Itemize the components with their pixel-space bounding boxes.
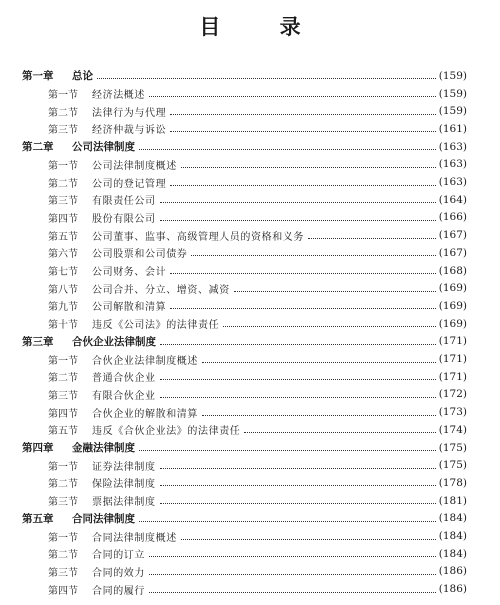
dot-leader [160,503,436,504]
page-number: (186) [438,583,467,596]
chapter-title: 总论 [72,70,93,83]
dot-leader [160,379,436,380]
toc-chapter-entry[interactable] [22,510,467,528]
dot-leader [170,273,436,274]
page-number: (181) [438,494,467,507]
dot-leader [170,131,436,132]
page-number: (168) [438,264,467,277]
dot-leader [97,78,436,79]
section-title: 法律行为与代理 [92,107,167,119]
dot-leader [160,220,436,221]
page-number: (174) [438,423,467,436]
dot-leader [160,485,436,486]
section-number: 第二节 [48,479,78,491]
dot-leader [139,521,436,522]
section-number: 第一节 [48,532,78,544]
section-number: 第十节 [48,320,78,332]
dot-leader [170,185,436,186]
toc-section-entry[interactable] [22,279,467,297]
toc-section-entry[interactable] [22,527,467,545]
section-title: 公司解散和清算 [92,302,167,314]
page-number: (171) [438,353,467,366]
toc-section-entry[interactable] [22,102,467,120]
section-title: 公司股票和公司债券 [92,249,188,261]
toc-section-entry[interactable] [22,226,467,244]
toc-section-entry[interactable] [22,563,467,581]
section-number: 第四节 [48,213,78,225]
section-number: 第二节 [48,550,78,562]
page-number: (178) [438,476,467,489]
toc-section-entry[interactable] [22,580,467,598]
page-number: (169) [438,282,467,295]
section-number: 第五节 [48,231,78,243]
section-number: 第一节 [48,160,78,172]
toc-section-entry[interactable] [22,492,467,510]
dot-leader [139,149,436,150]
section-title: 合同的效力 [92,567,145,579]
page-number: (163) [438,158,467,171]
section-number: 第三节 [48,196,78,208]
page-number: (161) [438,122,467,135]
dot-leader [181,539,436,540]
section-title: 有限合伙企业 [92,390,156,402]
page-number: (171) [438,335,467,348]
section-title: 票据法律制度 [92,497,156,509]
section-number: 第一节 [48,90,78,102]
section-number: 第五节 [48,426,78,438]
section-title: 股份有限公司 [92,213,156,225]
toc-chapter-entry[interactable] [22,333,467,351]
section-title: 公司的登记管理 [92,178,167,190]
section-title: 公司财务、会计 [92,267,167,279]
dot-leader [181,167,436,168]
dot-leader [149,96,436,97]
page-number: (159) [438,105,467,118]
toc-section-entry[interactable] [22,262,467,280]
toc-section-entry[interactable] [22,545,467,563]
section-title: 有限责任公司 [92,196,156,208]
toc-section-entry[interactable] [22,156,467,174]
section-title: 违反《合伙企业法》的法律责任 [92,426,241,438]
page-number: (172) [438,388,467,401]
page-number: (163) [438,140,467,153]
dot-leader [170,308,436,309]
section-title: 违反《公司法》的法律责任 [92,320,220,332]
toc-section-entry[interactable] [22,244,467,262]
page-number: (166) [438,211,467,224]
page-number: (184) [438,512,467,525]
section-number: 第三节 [48,125,78,137]
dot-leader [160,202,436,203]
section-number: 第三节 [48,497,78,509]
section-number: 第二节 [48,107,78,119]
section-number: 第六节 [48,249,78,261]
page-number: (173) [438,406,467,419]
section-title: 公司董事、监事、高级管理人员的资格和义务 [92,231,304,243]
chapter-title: 公司法律制度 [72,141,135,154]
page-number: (164) [438,193,467,206]
toc-section-entry[interactable] [22,297,467,315]
chapter-number: 第四章 [22,442,54,455]
dot-leader [308,238,436,239]
toc-section-entry[interactable] [22,85,467,103]
toc-chapter-entry[interactable] [22,67,467,85]
page-title: 目 录 [199,15,327,39]
page-number: (169) [438,299,467,312]
page-number: (169) [438,317,467,330]
dot-leader [202,415,436,416]
chapter-number: 第二章 [22,141,54,154]
chapter-number: 第一章 [22,70,54,83]
dot-leader [139,450,436,451]
toc-chapter-entry[interactable] [22,138,467,156]
section-title: 公司合并、分立、增资、减资 [92,284,230,296]
page-number: (159) [438,87,467,100]
section-number: 第三节 [48,390,78,402]
page-number: (167) [438,229,467,242]
page-number: (159) [438,69,467,82]
section-number: 第一节 [48,461,78,473]
toc-section-entry[interactable] [22,120,467,138]
chapter-number: 第五章 [22,512,54,525]
dot-leader [160,468,436,469]
toc-section-entry[interactable] [22,386,467,404]
section-title: 保险法律制度 [92,479,156,491]
section-title: 合同的订立 [92,550,145,562]
section-title: 合伙企业法律制度概述 [92,355,198,367]
section-number: 第二节 [48,178,78,190]
dot-leader [149,574,436,575]
chapter-title: 合同法律制度 [72,512,135,525]
toc-section-entry[interactable] [22,456,467,474]
dot-leader [149,556,436,557]
page-number: (175) [438,459,467,472]
toc-section-entry[interactable] [22,173,467,191]
dot-leader [160,344,436,345]
section-number: 第二节 [48,373,78,385]
page-number: (171) [438,370,467,383]
section-title: 经济法概述 [92,90,145,102]
chapter-number: 第三章 [22,335,54,348]
chapter-title: 合伙企业法律制度 [72,335,156,348]
toc-section-entry[interactable] [22,368,467,386]
page-number: (167) [438,246,467,259]
section-title: 合伙企业的解散和清算 [92,408,198,420]
chapter-title: 金融法律制度 [72,442,135,455]
section-number: 第七节 [48,267,78,279]
toc-section-entry[interactable] [22,350,467,368]
toc-section-entry[interactable] [22,191,467,209]
dot-leader [191,255,435,256]
page-number: (184) [438,547,467,560]
dot-leader [149,592,436,593]
page-number: (163) [438,176,467,189]
toc-section-entry[interactable] [22,421,467,439]
dot-leader [170,114,436,115]
dot-leader [223,326,436,327]
dot-leader [202,362,436,363]
dot-leader [160,397,436,398]
section-number: 第四节 [48,585,78,597]
section-number: 第一节 [48,355,78,367]
toc-section-entry[interactable] [22,209,467,227]
toc-chapter-entry[interactable] [22,439,467,457]
dot-leader [234,291,436,292]
section-title: 普通合伙企业 [92,373,156,385]
section-title: 合同的履行 [92,585,145,597]
toc-section-entry[interactable] [22,403,467,421]
section-number: 第八节 [48,284,78,296]
section-title: 合同法律制度概述 [92,532,177,544]
toc-section-entry[interactable] [22,315,467,333]
section-number: 第三节 [48,567,78,579]
section-number: 第四节 [48,408,78,420]
dot-leader [244,432,435,433]
section-title: 证券法律制度 [92,461,156,473]
page-number: (186) [438,565,467,578]
toc-section-entry[interactable] [22,474,467,492]
section-number: 第九节 [48,302,78,314]
page-number: (175) [438,441,467,454]
section-title: 公司法律制度概述 [92,160,177,172]
section-title: 经济仲裁与诉讼 [92,125,167,137]
page-number: (184) [438,530,467,543]
